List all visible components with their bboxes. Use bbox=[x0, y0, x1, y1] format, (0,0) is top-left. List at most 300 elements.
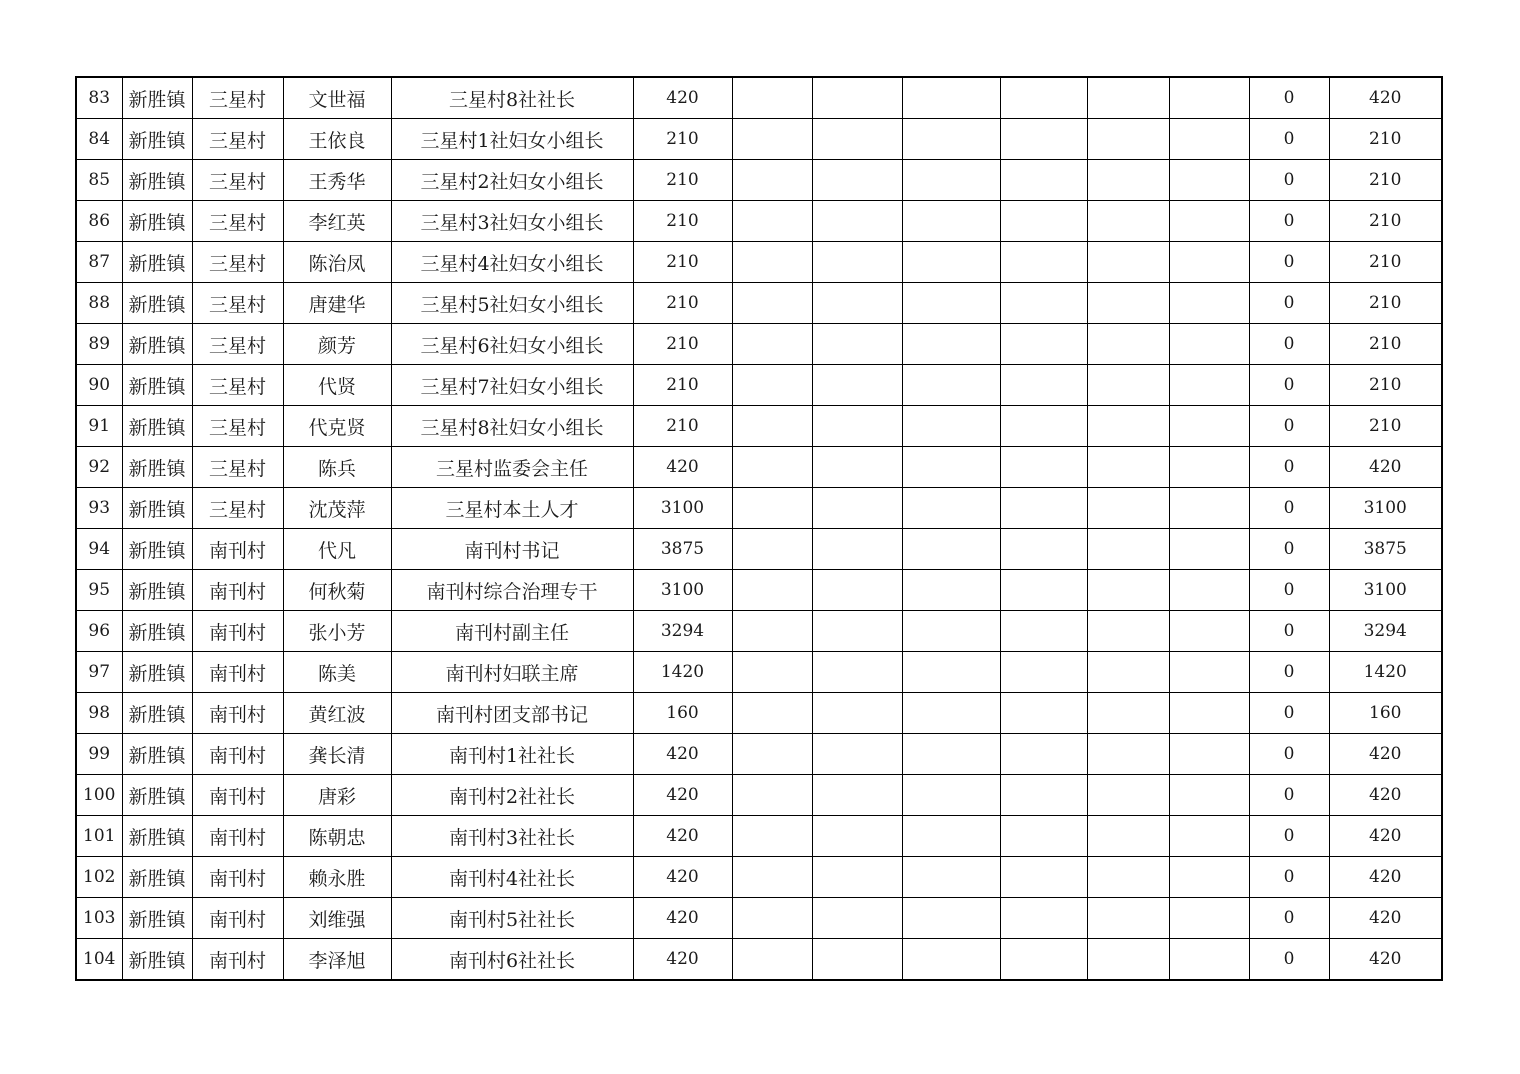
table-row bbox=[76, 816, 1442, 857]
cell-total: 210 bbox=[1329, 365, 1442, 406]
cell-amount: 420 bbox=[633, 857, 732, 898]
cell-amount: 3294 bbox=[633, 611, 732, 652]
cell-name: 代克贤 bbox=[283, 406, 391, 447]
cell-amount: 420 bbox=[633, 447, 732, 488]
cell-village: 南刊村 bbox=[192, 652, 283, 693]
cell-index: 102 bbox=[76, 857, 122, 898]
cell-blank bbox=[1000, 365, 1087, 406]
cell-name: 赖永胜 bbox=[283, 857, 391, 898]
cell-blank bbox=[1087, 447, 1169, 488]
cell-town: 新胜镇 bbox=[122, 816, 192, 857]
cell-blank bbox=[732, 242, 812, 283]
cell-blank bbox=[902, 283, 1000, 324]
table-row bbox=[76, 406, 1442, 447]
cell-position: 三星村5社妇女小组长 bbox=[391, 283, 633, 324]
cell-blank bbox=[732, 775, 812, 816]
cell-blank bbox=[1169, 365, 1249, 406]
cell-position: 南刊村4社社长 bbox=[391, 857, 633, 898]
cell-position: 三星村8社妇女小组长 bbox=[391, 406, 633, 447]
cell-blank bbox=[812, 898, 902, 939]
cell-blank bbox=[812, 406, 902, 447]
cell-index: 103 bbox=[76, 898, 122, 939]
cell-blank bbox=[1000, 611, 1087, 652]
cell-amount: 160 bbox=[633, 693, 732, 734]
cell-deduction: 0 bbox=[1249, 652, 1329, 693]
table-row bbox=[76, 488, 1442, 529]
cell-blank bbox=[732, 201, 812, 242]
cell-blank bbox=[1000, 324, 1087, 365]
cell-amount: 420 bbox=[633, 734, 732, 775]
cell-amount: 210 bbox=[633, 406, 732, 447]
cell-name: 李泽旭 bbox=[283, 939, 391, 981]
cell-blank bbox=[812, 734, 902, 775]
cell-blank bbox=[732, 570, 812, 611]
cell-blank bbox=[1000, 939, 1087, 981]
cell-amount: 420 bbox=[633, 77, 732, 119]
cell-blank bbox=[812, 775, 902, 816]
cell-position: 三星村6社妇女小组长 bbox=[391, 324, 633, 365]
cell-total: 1420 bbox=[1329, 652, 1442, 693]
cell-name: 唐建华 bbox=[283, 283, 391, 324]
cell-blank bbox=[812, 324, 902, 365]
cell-total: 210 bbox=[1329, 283, 1442, 324]
cell-blank bbox=[1169, 406, 1249, 447]
cell-blank bbox=[732, 734, 812, 775]
cell-total: 420 bbox=[1329, 77, 1442, 119]
cell-position: 南刊村2社社长 bbox=[391, 775, 633, 816]
cell-town: 新胜镇 bbox=[122, 529, 192, 570]
table-row bbox=[76, 283, 1442, 324]
table-row bbox=[76, 693, 1442, 734]
cell-blank bbox=[1087, 365, 1169, 406]
table-row bbox=[76, 570, 1442, 611]
cell-position: 南刊村1社社长 bbox=[391, 734, 633, 775]
cell-total: 210 bbox=[1329, 406, 1442, 447]
table-row bbox=[76, 898, 1442, 939]
cell-name: 唐彩 bbox=[283, 775, 391, 816]
cell-village: 南刊村 bbox=[192, 857, 283, 898]
cell-deduction: 0 bbox=[1249, 570, 1329, 611]
cell-blank bbox=[1000, 816, 1087, 857]
cell-town: 新胜镇 bbox=[122, 447, 192, 488]
cell-blank bbox=[1000, 283, 1087, 324]
cell-blank bbox=[902, 488, 1000, 529]
table-row bbox=[76, 652, 1442, 693]
cell-blank bbox=[812, 816, 902, 857]
table-row bbox=[76, 324, 1442, 365]
cell-deduction: 0 bbox=[1249, 283, 1329, 324]
cell-town: 新胜镇 bbox=[122, 283, 192, 324]
cell-position: 南刊村综合治理专干 bbox=[391, 570, 633, 611]
cell-index: 101 bbox=[76, 816, 122, 857]
cell-amount: 210 bbox=[633, 324, 732, 365]
cell-deduction: 0 bbox=[1249, 857, 1329, 898]
cell-deduction: 0 bbox=[1249, 488, 1329, 529]
cell-deduction: 0 bbox=[1249, 406, 1329, 447]
cell-amount: 210 bbox=[633, 201, 732, 242]
cell-blank bbox=[1000, 488, 1087, 529]
cell-blank bbox=[812, 447, 902, 488]
cell-index: 96 bbox=[76, 611, 122, 652]
cell-blank bbox=[732, 652, 812, 693]
cell-blank bbox=[1087, 283, 1169, 324]
cell-blank bbox=[1169, 447, 1249, 488]
cell-amount: 420 bbox=[633, 816, 732, 857]
cell-total: 3294 bbox=[1329, 611, 1442, 652]
cell-town: 新胜镇 bbox=[122, 324, 192, 365]
cell-deduction: 0 bbox=[1249, 775, 1329, 816]
cell-blank bbox=[902, 652, 1000, 693]
cell-village: 三星村 bbox=[192, 365, 283, 406]
cell-amount: 3100 bbox=[633, 488, 732, 529]
cell-town: 新胜镇 bbox=[122, 77, 192, 119]
cell-index: 97 bbox=[76, 652, 122, 693]
cell-total: 420 bbox=[1329, 939, 1442, 981]
cell-town: 新胜镇 bbox=[122, 160, 192, 201]
cell-amount: 210 bbox=[633, 242, 732, 283]
cell-blank bbox=[1087, 119, 1169, 160]
cell-total: 420 bbox=[1329, 775, 1442, 816]
cell-town: 新胜镇 bbox=[122, 898, 192, 939]
table-row bbox=[76, 160, 1442, 201]
cell-blank bbox=[1087, 77, 1169, 119]
cell-blank bbox=[1169, 775, 1249, 816]
cell-name: 颜芳 bbox=[283, 324, 391, 365]
cell-blank bbox=[732, 816, 812, 857]
cell-total: 420 bbox=[1329, 734, 1442, 775]
cell-deduction: 0 bbox=[1249, 77, 1329, 119]
cell-position: 三星村1社妇女小组长 bbox=[391, 119, 633, 160]
cell-index: 92 bbox=[76, 447, 122, 488]
cell-blank bbox=[1087, 939, 1169, 981]
cell-blank bbox=[812, 652, 902, 693]
cell-blank bbox=[732, 529, 812, 570]
cell-blank bbox=[812, 488, 902, 529]
cell-village: 三星村 bbox=[192, 283, 283, 324]
cell-index: 100 bbox=[76, 775, 122, 816]
cell-position: 三星村8社社长 bbox=[391, 77, 633, 119]
cell-name: 代贤 bbox=[283, 365, 391, 406]
cell-blank bbox=[1087, 611, 1169, 652]
cell-deduction: 0 bbox=[1249, 160, 1329, 201]
cell-blank bbox=[812, 77, 902, 119]
cell-blank bbox=[1087, 201, 1169, 242]
cell-amount: 420 bbox=[633, 775, 732, 816]
cell-name: 陈朝忠 bbox=[283, 816, 391, 857]
cell-index: 85 bbox=[76, 160, 122, 201]
cell-amount: 210 bbox=[633, 283, 732, 324]
cell-deduction: 0 bbox=[1249, 939, 1329, 981]
cell-blank bbox=[902, 570, 1000, 611]
cell-village: 南刊村 bbox=[192, 939, 283, 981]
cell-blank bbox=[1169, 857, 1249, 898]
cell-town: 新胜镇 bbox=[122, 611, 192, 652]
cell-blank bbox=[1087, 693, 1169, 734]
cell-index: 83 bbox=[76, 77, 122, 119]
cell-blank bbox=[1169, 77, 1249, 119]
cell-village: 南刊村 bbox=[192, 775, 283, 816]
cell-town: 新胜镇 bbox=[122, 119, 192, 160]
cell-blank bbox=[902, 775, 1000, 816]
cell-blank bbox=[1000, 529, 1087, 570]
cell-village: 南刊村 bbox=[192, 734, 283, 775]
cell-blank bbox=[1169, 816, 1249, 857]
cell-deduction: 0 bbox=[1249, 201, 1329, 242]
cell-town: 新胜镇 bbox=[122, 406, 192, 447]
cell-total: 3100 bbox=[1329, 570, 1442, 611]
cell-amount: 1420 bbox=[633, 652, 732, 693]
table-row bbox=[76, 611, 1442, 652]
cell-blank bbox=[812, 570, 902, 611]
cell-name: 李红英 bbox=[283, 201, 391, 242]
cell-blank bbox=[902, 898, 1000, 939]
cell-index: 86 bbox=[76, 201, 122, 242]
cell-deduction: 0 bbox=[1249, 816, 1329, 857]
cell-total: 3875 bbox=[1329, 529, 1442, 570]
cell-position: 南刊村3社社长 bbox=[391, 816, 633, 857]
cell-blank bbox=[1169, 734, 1249, 775]
cell-total: 210 bbox=[1329, 324, 1442, 365]
cell-position: 三星村3社妇女小组长 bbox=[391, 201, 633, 242]
table-row bbox=[76, 365, 1442, 406]
table-row bbox=[76, 939, 1442, 981]
cell-index: 93 bbox=[76, 488, 122, 529]
cell-name: 陈治凤 bbox=[283, 242, 391, 283]
cell-blank bbox=[902, 857, 1000, 898]
cell-name: 刘维强 bbox=[283, 898, 391, 939]
cell-village: 三星村 bbox=[192, 447, 283, 488]
cell-deduction: 0 bbox=[1249, 898, 1329, 939]
cell-name: 黄红波 bbox=[283, 693, 391, 734]
table-row bbox=[76, 201, 1442, 242]
cell-index: 84 bbox=[76, 119, 122, 160]
cell-blank bbox=[1169, 652, 1249, 693]
cell-blank bbox=[1169, 529, 1249, 570]
cell-index: 89 bbox=[76, 324, 122, 365]
cell-blank bbox=[902, 365, 1000, 406]
cell-blank bbox=[1000, 898, 1087, 939]
cell-town: 新胜镇 bbox=[122, 570, 192, 611]
cell-blank bbox=[1169, 611, 1249, 652]
cell-amount: 3100 bbox=[633, 570, 732, 611]
cell-blank bbox=[1169, 693, 1249, 734]
cell-deduction: 0 bbox=[1249, 119, 1329, 160]
cell-village: 南刊村 bbox=[192, 693, 283, 734]
cell-village: 三星村 bbox=[192, 77, 283, 119]
cell-blank bbox=[732, 365, 812, 406]
cell-blank bbox=[812, 939, 902, 981]
cell-blank bbox=[1169, 570, 1249, 611]
cell-position: 三星村7社妇女小组长 bbox=[391, 365, 633, 406]
cell-deduction: 0 bbox=[1249, 693, 1329, 734]
cell-total: 3100 bbox=[1329, 488, 1442, 529]
cell-town: 新胜镇 bbox=[122, 365, 192, 406]
cell-blank bbox=[1087, 529, 1169, 570]
cell-deduction: 0 bbox=[1249, 242, 1329, 283]
cell-blank bbox=[1169, 201, 1249, 242]
cell-blank bbox=[1087, 816, 1169, 857]
cell-total: 210 bbox=[1329, 201, 1442, 242]
cell-name: 代凡 bbox=[283, 529, 391, 570]
cell-name: 沈茂萍 bbox=[283, 488, 391, 529]
cell-town: 新胜镇 bbox=[122, 775, 192, 816]
cell-amount: 420 bbox=[633, 898, 732, 939]
cell-name: 文世福 bbox=[283, 77, 391, 119]
cell-blank bbox=[1000, 734, 1087, 775]
cell-total: 210 bbox=[1329, 242, 1442, 283]
cell-amount: 210 bbox=[633, 160, 732, 201]
cell-blank bbox=[902, 816, 1000, 857]
cell-total: 210 bbox=[1329, 160, 1442, 201]
cell-position: 三星村2社妇女小组长 bbox=[391, 160, 633, 201]
cell-blank bbox=[902, 201, 1000, 242]
cell-blank bbox=[812, 201, 902, 242]
cell-blank bbox=[1000, 406, 1087, 447]
cell-index: 87 bbox=[76, 242, 122, 283]
cell-amount: 210 bbox=[633, 365, 732, 406]
cell-total: 420 bbox=[1329, 816, 1442, 857]
table-row bbox=[76, 242, 1442, 283]
cell-index: 91 bbox=[76, 406, 122, 447]
data-table bbox=[75, 76, 1443, 981]
cell-village: 南刊村 bbox=[192, 611, 283, 652]
cell-index: 88 bbox=[76, 283, 122, 324]
cell-name: 何秋菊 bbox=[283, 570, 391, 611]
cell-blank bbox=[902, 119, 1000, 160]
cell-blank bbox=[1087, 242, 1169, 283]
cell-blank bbox=[1000, 857, 1087, 898]
table-row bbox=[76, 775, 1442, 816]
cell-deduction: 0 bbox=[1249, 365, 1329, 406]
cell-blank bbox=[812, 242, 902, 283]
cell-position: 南刊村5社社长 bbox=[391, 898, 633, 939]
cell-blank bbox=[1087, 857, 1169, 898]
cell-deduction: 0 bbox=[1249, 447, 1329, 488]
table-row bbox=[76, 734, 1442, 775]
cell-village: 南刊村 bbox=[192, 529, 283, 570]
cell-blank bbox=[1087, 160, 1169, 201]
cell-blank bbox=[1000, 119, 1087, 160]
cell-blank bbox=[902, 324, 1000, 365]
cell-village: 三星村 bbox=[192, 488, 283, 529]
cell-village: 南刊村 bbox=[192, 898, 283, 939]
cell-blank bbox=[1169, 939, 1249, 981]
cell-blank bbox=[1169, 119, 1249, 160]
cell-town: 新胜镇 bbox=[122, 242, 192, 283]
cell-blank bbox=[812, 611, 902, 652]
cell-name: 张小芳 bbox=[283, 611, 391, 652]
cell-position: 南刊村团支部书记 bbox=[391, 693, 633, 734]
cell-blank bbox=[1169, 242, 1249, 283]
cell-blank bbox=[732, 283, 812, 324]
cell-blank bbox=[1087, 898, 1169, 939]
table-body bbox=[76, 77, 1442, 980]
table-row bbox=[76, 119, 1442, 160]
cell-blank bbox=[732, 488, 812, 529]
cell-village: 三星村 bbox=[192, 324, 283, 365]
cell-blank bbox=[902, 693, 1000, 734]
cell-blank bbox=[812, 365, 902, 406]
cell-blank bbox=[732, 447, 812, 488]
cell-total: 160 bbox=[1329, 693, 1442, 734]
table-row bbox=[76, 857, 1442, 898]
cell-blank bbox=[732, 119, 812, 160]
cell-blank bbox=[732, 939, 812, 981]
cell-blank bbox=[812, 857, 902, 898]
cell-index: 99 bbox=[76, 734, 122, 775]
cell-index: 95 bbox=[76, 570, 122, 611]
cell-blank bbox=[732, 898, 812, 939]
cell-position: 南刊村副主任 bbox=[391, 611, 633, 652]
cell-blank bbox=[812, 529, 902, 570]
cell-index: 104 bbox=[76, 939, 122, 981]
cell-blank bbox=[732, 77, 812, 119]
cell-blank bbox=[1000, 775, 1087, 816]
cell-deduction: 0 bbox=[1249, 324, 1329, 365]
cell-blank bbox=[732, 857, 812, 898]
cell-index: 94 bbox=[76, 529, 122, 570]
cell-blank bbox=[1000, 570, 1087, 611]
cell-blank bbox=[1169, 898, 1249, 939]
cell-index: 90 bbox=[76, 365, 122, 406]
cell-village: 三星村 bbox=[192, 406, 283, 447]
cell-blank bbox=[902, 77, 1000, 119]
cell-village: 三星村 bbox=[192, 160, 283, 201]
cell-name: 龚长清 bbox=[283, 734, 391, 775]
cell-town: 新胜镇 bbox=[122, 652, 192, 693]
cell-blank bbox=[812, 693, 902, 734]
cell-blank bbox=[812, 160, 902, 201]
cell-blank bbox=[1000, 201, 1087, 242]
cell-village: 南刊村 bbox=[192, 570, 283, 611]
cell-blank bbox=[1000, 693, 1087, 734]
cell-blank bbox=[1087, 488, 1169, 529]
cell-blank bbox=[1000, 77, 1087, 119]
cell-amount: 3875 bbox=[633, 529, 732, 570]
cell-blank bbox=[902, 734, 1000, 775]
cell-blank bbox=[1087, 734, 1169, 775]
cell-amount: 210 bbox=[633, 119, 732, 160]
cell-blank bbox=[732, 160, 812, 201]
cell-blank bbox=[1169, 488, 1249, 529]
cell-total: 420 bbox=[1329, 447, 1442, 488]
table-row bbox=[76, 529, 1442, 570]
cell-blank bbox=[902, 529, 1000, 570]
cell-name: 王秀华 bbox=[283, 160, 391, 201]
cell-total: 420 bbox=[1329, 857, 1442, 898]
cell-index: 98 bbox=[76, 693, 122, 734]
cell-deduction: 0 bbox=[1249, 611, 1329, 652]
cell-town: 新胜镇 bbox=[122, 488, 192, 529]
cell-blank bbox=[1087, 652, 1169, 693]
cell-blank bbox=[1000, 447, 1087, 488]
cell-blank bbox=[1169, 324, 1249, 365]
cell-position: 三星村4社妇女小组长 bbox=[391, 242, 633, 283]
cell-blank bbox=[1000, 160, 1087, 201]
cell-blank bbox=[732, 611, 812, 652]
cell-blank bbox=[902, 242, 1000, 283]
cell-blank bbox=[1169, 160, 1249, 201]
cell-amount: 420 bbox=[633, 939, 732, 981]
cell-position: 南刊村书记 bbox=[391, 529, 633, 570]
cell-blank bbox=[1087, 406, 1169, 447]
cell-name: 王依良 bbox=[283, 119, 391, 160]
cell-town: 新胜镇 bbox=[122, 857, 192, 898]
cell-town: 新胜镇 bbox=[122, 201, 192, 242]
cell-blank bbox=[902, 447, 1000, 488]
cell-blank bbox=[902, 160, 1000, 201]
cell-deduction: 0 bbox=[1249, 734, 1329, 775]
